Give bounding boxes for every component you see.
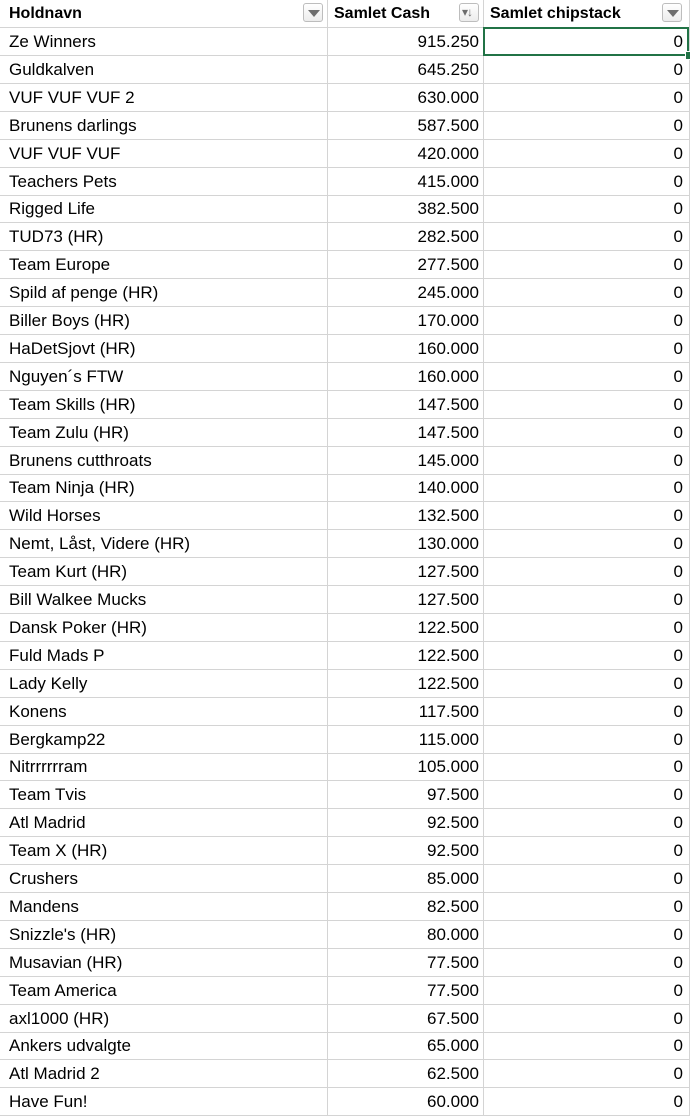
cell-holdnavn[interactable]: Spild af penge (HR) <box>0 279 328 307</box>
cell-samlet-chipstack[interactable]: 0 <box>484 698 690 726</box>
cell-samlet-cash[interactable]: 80.000 <box>328 921 484 949</box>
table-row <box>0 1088 700 1116</box>
cell-samlet-chipstack[interactable]: 0 <box>484 865 690 893</box>
cell-samlet-cash[interactable]: 160.000 <box>328 335 484 363</box>
cell-samlet-cash[interactable]: 160.000 <box>328 363 484 391</box>
table-row <box>0 670 700 698</box>
cell-samlet-chipstack[interactable]: 0 <box>484 363 690 391</box>
cell-samlet-chipstack[interactable]: 0 <box>484 837 690 865</box>
cell-samlet-chipstack[interactable]: 0 <box>484 614 690 642</box>
cell-holdnavn[interactable]: Team America <box>0 977 328 1005</box>
cell-samlet-cash[interactable]: 145.000 <box>328 447 484 475</box>
cell-samlet-chipstack[interactable]: 0 <box>484 168 690 196</box>
cell-samlet-chipstack[interactable]: 0 <box>484 84 690 112</box>
table-row <box>0 753 700 781</box>
cell-samlet-chipstack[interactable]: 0 <box>484 112 690 140</box>
cell-samlet-chipstack[interactable]: 0 <box>484 28 690 56</box>
table-row <box>0 977 700 1005</box>
cell-holdnavn[interactable]: Teachers Pets <box>0 168 328 196</box>
cell-holdnavn[interactable]: Guldkalven <box>0 56 328 84</box>
cell-samlet-cash[interactable]: 587.500 <box>328 112 484 140</box>
table-row <box>0 781 700 809</box>
table-row <box>0 84 700 112</box>
table-row <box>0 1060 700 1088</box>
table-row <box>0 726 700 754</box>
cell-samlet-cash[interactable]: 282.500 <box>328 223 484 251</box>
cell-holdnavn[interactable]: Team Tvis <box>0 781 328 809</box>
cell-samlet-cash[interactable]: 170.000 <box>328 307 484 335</box>
table-row <box>0 502 700 530</box>
cell-holdnavn[interactable]: Team Kurt (HR) <box>0 558 328 586</box>
cell-holdnavn[interactable]: Ankers udvalgte <box>0 1032 328 1060</box>
cell-holdnavn[interactable]: Team Europe <box>0 251 328 279</box>
table-row <box>0 112 700 140</box>
cell-samlet-chipstack[interactable]: 0 <box>484 474 690 502</box>
header-samlet-cash-label: Samlet Cash <box>334 5 431 22</box>
cell-samlet-chipstack[interactable]: 0 <box>484 391 690 419</box>
cell-samlet-cash[interactable]: 65.000 <box>328 1032 484 1060</box>
cell-samlet-cash[interactable]: 382.500 <box>328 195 484 223</box>
cell-samlet-chipstack[interactable]: 0 <box>484 307 690 335</box>
cell-samlet-chipstack[interactable]: 0 <box>484 56 690 84</box>
table-row <box>0 921 700 949</box>
header-samlet-chipstack-label: Samlet chipstack <box>490 5 621 22</box>
table-row <box>0 56 700 84</box>
cell-samlet-chipstack[interactable]: 0 <box>484 753 690 781</box>
cell-holdnavn[interactable]: Team Zulu (HR) <box>0 419 328 447</box>
table-row <box>0 586 700 614</box>
cell-samlet-cash[interactable]: 140.000 <box>328 474 484 502</box>
cell-holdnavn[interactable]: Rigged Life <box>0 195 328 223</box>
table-row <box>0 949 700 977</box>
table-row <box>0 363 700 391</box>
cell-samlet-cash[interactable]: 82.500 <box>328 893 484 921</box>
sort-descending-filter-icon[interactable]: ▾↓ <box>459 3 479 22</box>
cell-samlet-chipstack[interactable]: 0 <box>484 140 690 168</box>
cell-samlet-chipstack[interactable]: 0 <box>484 251 690 279</box>
table-row <box>0 614 700 642</box>
table-row <box>0 391 700 419</box>
cell-samlet-cash[interactable]: 147.500 <box>328 419 484 447</box>
cell-samlet-cash[interactable]: 630.000 <box>328 84 484 112</box>
cell-samlet-chipstack[interactable]: 0 <box>484 530 690 558</box>
table-row <box>0 419 700 447</box>
table-row <box>0 642 700 670</box>
cell-samlet-cash[interactable]: 115.000 <box>328 726 484 754</box>
cell-holdnavn[interactable]: Atl Madrid 2 <box>0 1060 328 1088</box>
table-row <box>0 474 700 502</box>
cell-samlet-cash[interactable]: 645.250 <box>328 56 484 84</box>
table-row <box>0 1032 700 1060</box>
cell-holdnavn[interactable]: Team Skills (HR) <box>0 391 328 419</box>
cell-samlet-chipstack[interactable]: 0 <box>484 195 690 223</box>
cell-samlet-chipstack[interactable]: 0 <box>484 949 690 977</box>
cell-samlet-cash[interactable]: 92.500 <box>328 837 484 865</box>
table-row <box>0 837 700 865</box>
cell-samlet-chipstack[interactable]: 0 <box>484 781 690 809</box>
cell-samlet-cash[interactable]: 77.500 <box>328 949 484 977</box>
cell-samlet-chipstack[interactable]: 0 <box>484 502 690 530</box>
cell-samlet-cash[interactable]: 117.500 <box>328 698 484 726</box>
cell-samlet-cash[interactable]: 245.000 <box>328 279 484 307</box>
cell-holdnavn[interactable]: Nemt, Låst, Videre (HR) <box>0 530 328 558</box>
cell-samlet-cash[interactable]: 122.500 <box>328 642 484 670</box>
cell-holdnavn[interactable]: Wild Horses <box>0 502 328 530</box>
cell-holdnavn[interactable]: Biller Boys (HR) <box>0 307 328 335</box>
cell-holdnavn[interactable]: TUD73 (HR) <box>0 223 328 251</box>
cell-holdnavn[interactable]: Ze Winners <box>0 28 328 56</box>
header-samlet-chipstack[interactable] <box>484 0 690 28</box>
cell-samlet-chipstack[interactable]: 0 <box>484 1088 690 1116</box>
cell-samlet-cash[interactable]: 127.500 <box>328 586 484 614</box>
table-row <box>0 140 700 168</box>
cell-samlet-chipstack[interactable]: 0 <box>484 335 690 363</box>
cell-samlet-cash[interactable]: 127.500 <box>328 558 484 586</box>
cell-holdnavn[interactable]: Crushers <box>0 865 328 893</box>
sheet-edge <box>690 0 700 1118</box>
cell-samlet-cash[interactable]: 415.000 <box>328 168 484 196</box>
cell-samlet-cash[interactable]: 105.000 <box>328 753 484 781</box>
table-row <box>0 1005 700 1033</box>
cell-samlet-chipstack[interactable]: 0 <box>484 893 690 921</box>
table-row <box>0 809 700 837</box>
cell-samlet-cash[interactable]: 85.000 <box>328 865 484 893</box>
cell-samlet-cash[interactable]: 92.500 <box>328 809 484 837</box>
table-row <box>0 335 700 363</box>
cell-samlet-cash[interactable]: 122.500 <box>328 614 484 642</box>
cell-samlet-cash[interactable]: 132.500 <box>328 502 484 530</box>
cell-holdnavn[interactable]: HaDetSjovt (HR) <box>0 335 328 363</box>
header-row <box>0 0 700 28</box>
cell-holdnavn[interactable]: Bill Walkee Mucks <box>0 586 328 614</box>
cell-samlet-chipstack[interactable]: 0 <box>484 223 690 251</box>
header-holdnavn[interactable] <box>0 0 328 28</box>
cell-samlet-chipstack[interactable]: 0 <box>484 558 690 586</box>
cell-samlet-chipstack[interactable]: 0 <box>484 809 690 837</box>
cell-samlet-chipstack[interactable]: 0 <box>484 977 690 1005</box>
cell-samlet-chipstack[interactable]: 0 <box>484 642 690 670</box>
header-holdnavn-label: Holdnavn <box>9 5 82 22</box>
cell-holdnavn[interactable]: Brunens darlings <box>0 112 328 140</box>
table-row <box>0 893 700 921</box>
table-row <box>0 698 700 726</box>
cell-holdnavn[interactable]: Lady Kelly <box>0 670 328 698</box>
cell-holdnavn[interactable]: Bergkamp22 <box>0 726 328 754</box>
table-row <box>0 168 700 196</box>
cell-samlet-cash[interactable]: 147.500 <box>328 391 484 419</box>
cell-samlet-cash[interactable]: 130.000 <box>328 530 484 558</box>
cell-holdnavn[interactable]: Nitrrrrrram <box>0 753 328 781</box>
cell-holdnavn[interactable]: Snizzle's (HR) <box>0 921 328 949</box>
table-row <box>0 28 700 56</box>
cell-samlet-cash[interactable]: 915.250 <box>328 28 484 56</box>
cell-samlet-cash[interactable]: 97.500 <box>328 781 484 809</box>
cell-samlet-chipstack[interactable]: 0 <box>484 921 690 949</box>
cell-samlet-cash[interactable]: 122.500 <box>328 670 484 698</box>
filter-dropdown-icon[interactable] <box>662 3 682 22</box>
cell-holdnavn[interactable]: Have Fun! <box>0 1088 328 1116</box>
cell-samlet-chipstack[interactable]: 0 <box>484 447 690 475</box>
cell-holdnavn[interactable]: Konens <box>0 698 328 726</box>
table-row <box>0 223 700 251</box>
table-row <box>0 447 700 475</box>
cell-samlet-cash[interactable]: 77.500 <box>328 977 484 1005</box>
table-row <box>0 279 700 307</box>
cell-samlet-chipstack[interactable]: 0 <box>484 670 690 698</box>
cell-samlet-chipstack[interactable]: 0 <box>484 726 690 754</box>
cell-samlet-cash[interactable]: 60.000 <box>328 1088 484 1116</box>
cell-samlet-chipstack[interactable]: 0 <box>484 1060 690 1088</box>
cell-samlet-cash[interactable]: 62.500 <box>328 1060 484 1088</box>
cell-samlet-cash[interactable]: 277.500 <box>328 251 484 279</box>
cell-holdnavn[interactable]: Atl Madrid <box>0 809 328 837</box>
cell-samlet-chipstack[interactable]: 0 <box>484 1032 690 1060</box>
cell-holdnavn[interactable]: VUF VUF VUF <box>0 140 328 168</box>
cell-holdnavn[interactable]: Musavian (HR) <box>0 949 328 977</box>
cell-holdnavn[interactable]: Brunens cutthroats <box>0 447 328 475</box>
table-row <box>0 558 700 586</box>
cell-holdnavn[interactable]: Nguyen´s FTW <box>0 363 328 391</box>
cell-samlet-chipstack[interactable]: 0 <box>484 586 690 614</box>
cell-samlet-chipstack[interactable]: 0 <box>484 1005 690 1033</box>
cell-holdnavn[interactable]: Team X (HR) <box>0 837 328 865</box>
table-row <box>0 865 700 893</box>
table-row <box>0 251 700 279</box>
filter-dropdown-icon[interactable] <box>303 3 323 22</box>
cell-samlet-cash[interactable]: 67.500 <box>328 1005 484 1033</box>
cell-holdnavn[interactable]: Mandens <box>0 893 328 921</box>
cell-holdnavn[interactable]: Dansk Poker (HR) <box>0 614 328 642</box>
cell-holdnavn[interactable]: axl1000 (HR) <box>0 1005 328 1033</box>
cell-holdnavn[interactable]: Team Ninja (HR) <box>0 474 328 502</box>
cell-samlet-chipstack[interactable]: 0 <box>484 419 690 447</box>
table-row <box>0 530 700 558</box>
table-row <box>0 195 700 223</box>
table-row <box>0 307 700 335</box>
cell-samlet-cash[interactable]: 420.000 <box>328 140 484 168</box>
cell-samlet-chipstack[interactable]: 0 <box>484 279 690 307</box>
cell-holdnavn[interactable]: VUF VUF VUF 2 <box>0 84 328 112</box>
cell-holdnavn[interactable]: Fuld Mads P <box>0 642 328 670</box>
